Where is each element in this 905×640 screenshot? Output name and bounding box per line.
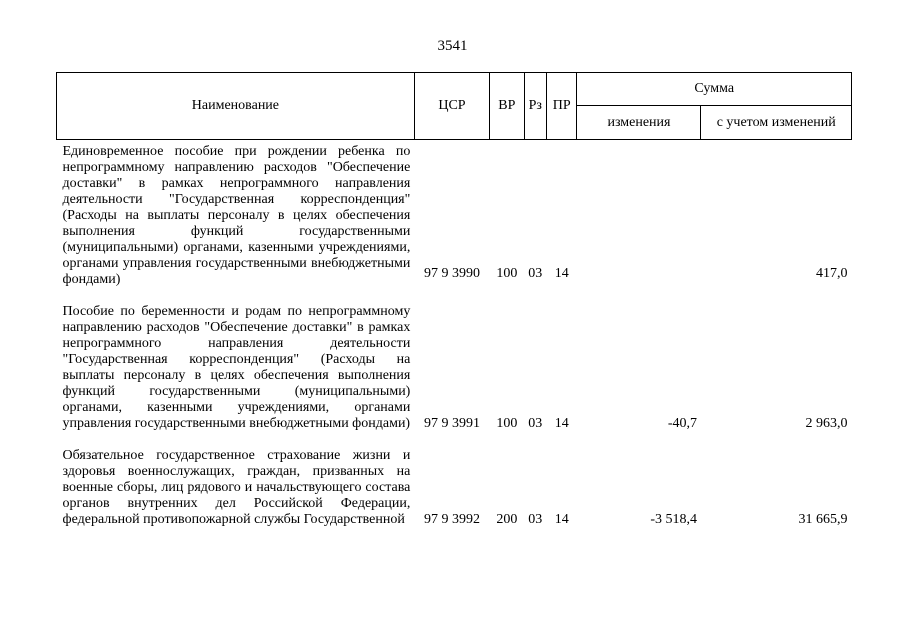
row-with-change: 417,0 — [816, 266, 848, 281]
table-row — [57, 288, 852, 432]
header-csr: ЦСР — [414, 73, 489, 140]
header-name: Наименование — [57, 73, 415, 140]
row-name: Обязательное государственное страхование жизни и здоровья военнослужащих, граждан, призванных на военные сборы, лиц рядового и начальствующего состава органов внутренних дел Российской Федерации, федеральной противопожарной службы Государственной — [62, 448, 411, 527]
row-with-change: 31 665,9 — [798, 512, 848, 527]
row-vr: 100 — [496, 416, 518, 431]
row-change: -3 518,4 — [650, 512, 697, 527]
row-vr: 200 — [496, 512, 518, 527]
budget-table — [56, 72, 852, 528]
row-rz: 03 — [528, 512, 543, 527]
row-change — [577, 140, 701, 289]
header-with-change: с учетом изменений — [701, 106, 852, 140]
page-number: 3541 — [437, 38, 468, 54]
row-pr: 14 — [554, 266, 569, 281]
row-csr: 97 9 3992 — [423, 512, 480, 527]
header-change: изменения — [577, 106, 701, 140]
table-row — [57, 140, 852, 289]
row-pr: 14 — [554, 416, 569, 431]
row-pr: 14 — [554, 512, 569, 527]
row-rz: 03 — [528, 416, 543, 431]
header-sum: Сумма — [577, 73, 852, 106]
row-with-change: 2 963,0 — [805, 416, 848, 431]
row-name: Единовременное пособие при рождении ребенка по непрограммному направлению расходов "Обеспечение доставки" в рамках непрограммного направления деятельности "Государственная корреспонденция" (Расходы на выплаты персоналу в целях обеспечения выполнения функций государственными (муниципальными) органами, казенными учреждениями, органами управления государственными внебюджетными фондами) — [62, 144, 411, 287]
row-csr: 97 9 3990 — [423, 266, 480, 281]
row-csr: 97 9 3991 — [423, 416, 480, 431]
header-rz: Рз — [524, 73, 546, 140]
table-row — [57, 432, 852, 528]
header-pr: ПР — [546, 73, 576, 140]
row-change: -40,7 — [667, 416, 697, 431]
header-vr: ВР — [490, 73, 525, 140]
row-name: Пособие по беременности и родам по непрограммному направлению расходов "Обеспечение доставки" в рамках непрограммного направления деятельности "Государственная корреспонденция" (Расходы на выплаты персоналу в целях обеспечения выполнения функций государственными (муниципальными) органами, казенными учреждениями, органами управления государственными внебюджетными фондами) — [62, 304, 411, 431]
row-vr: 100 — [496, 266, 518, 281]
row-rz: 03 — [528, 266, 543, 281]
